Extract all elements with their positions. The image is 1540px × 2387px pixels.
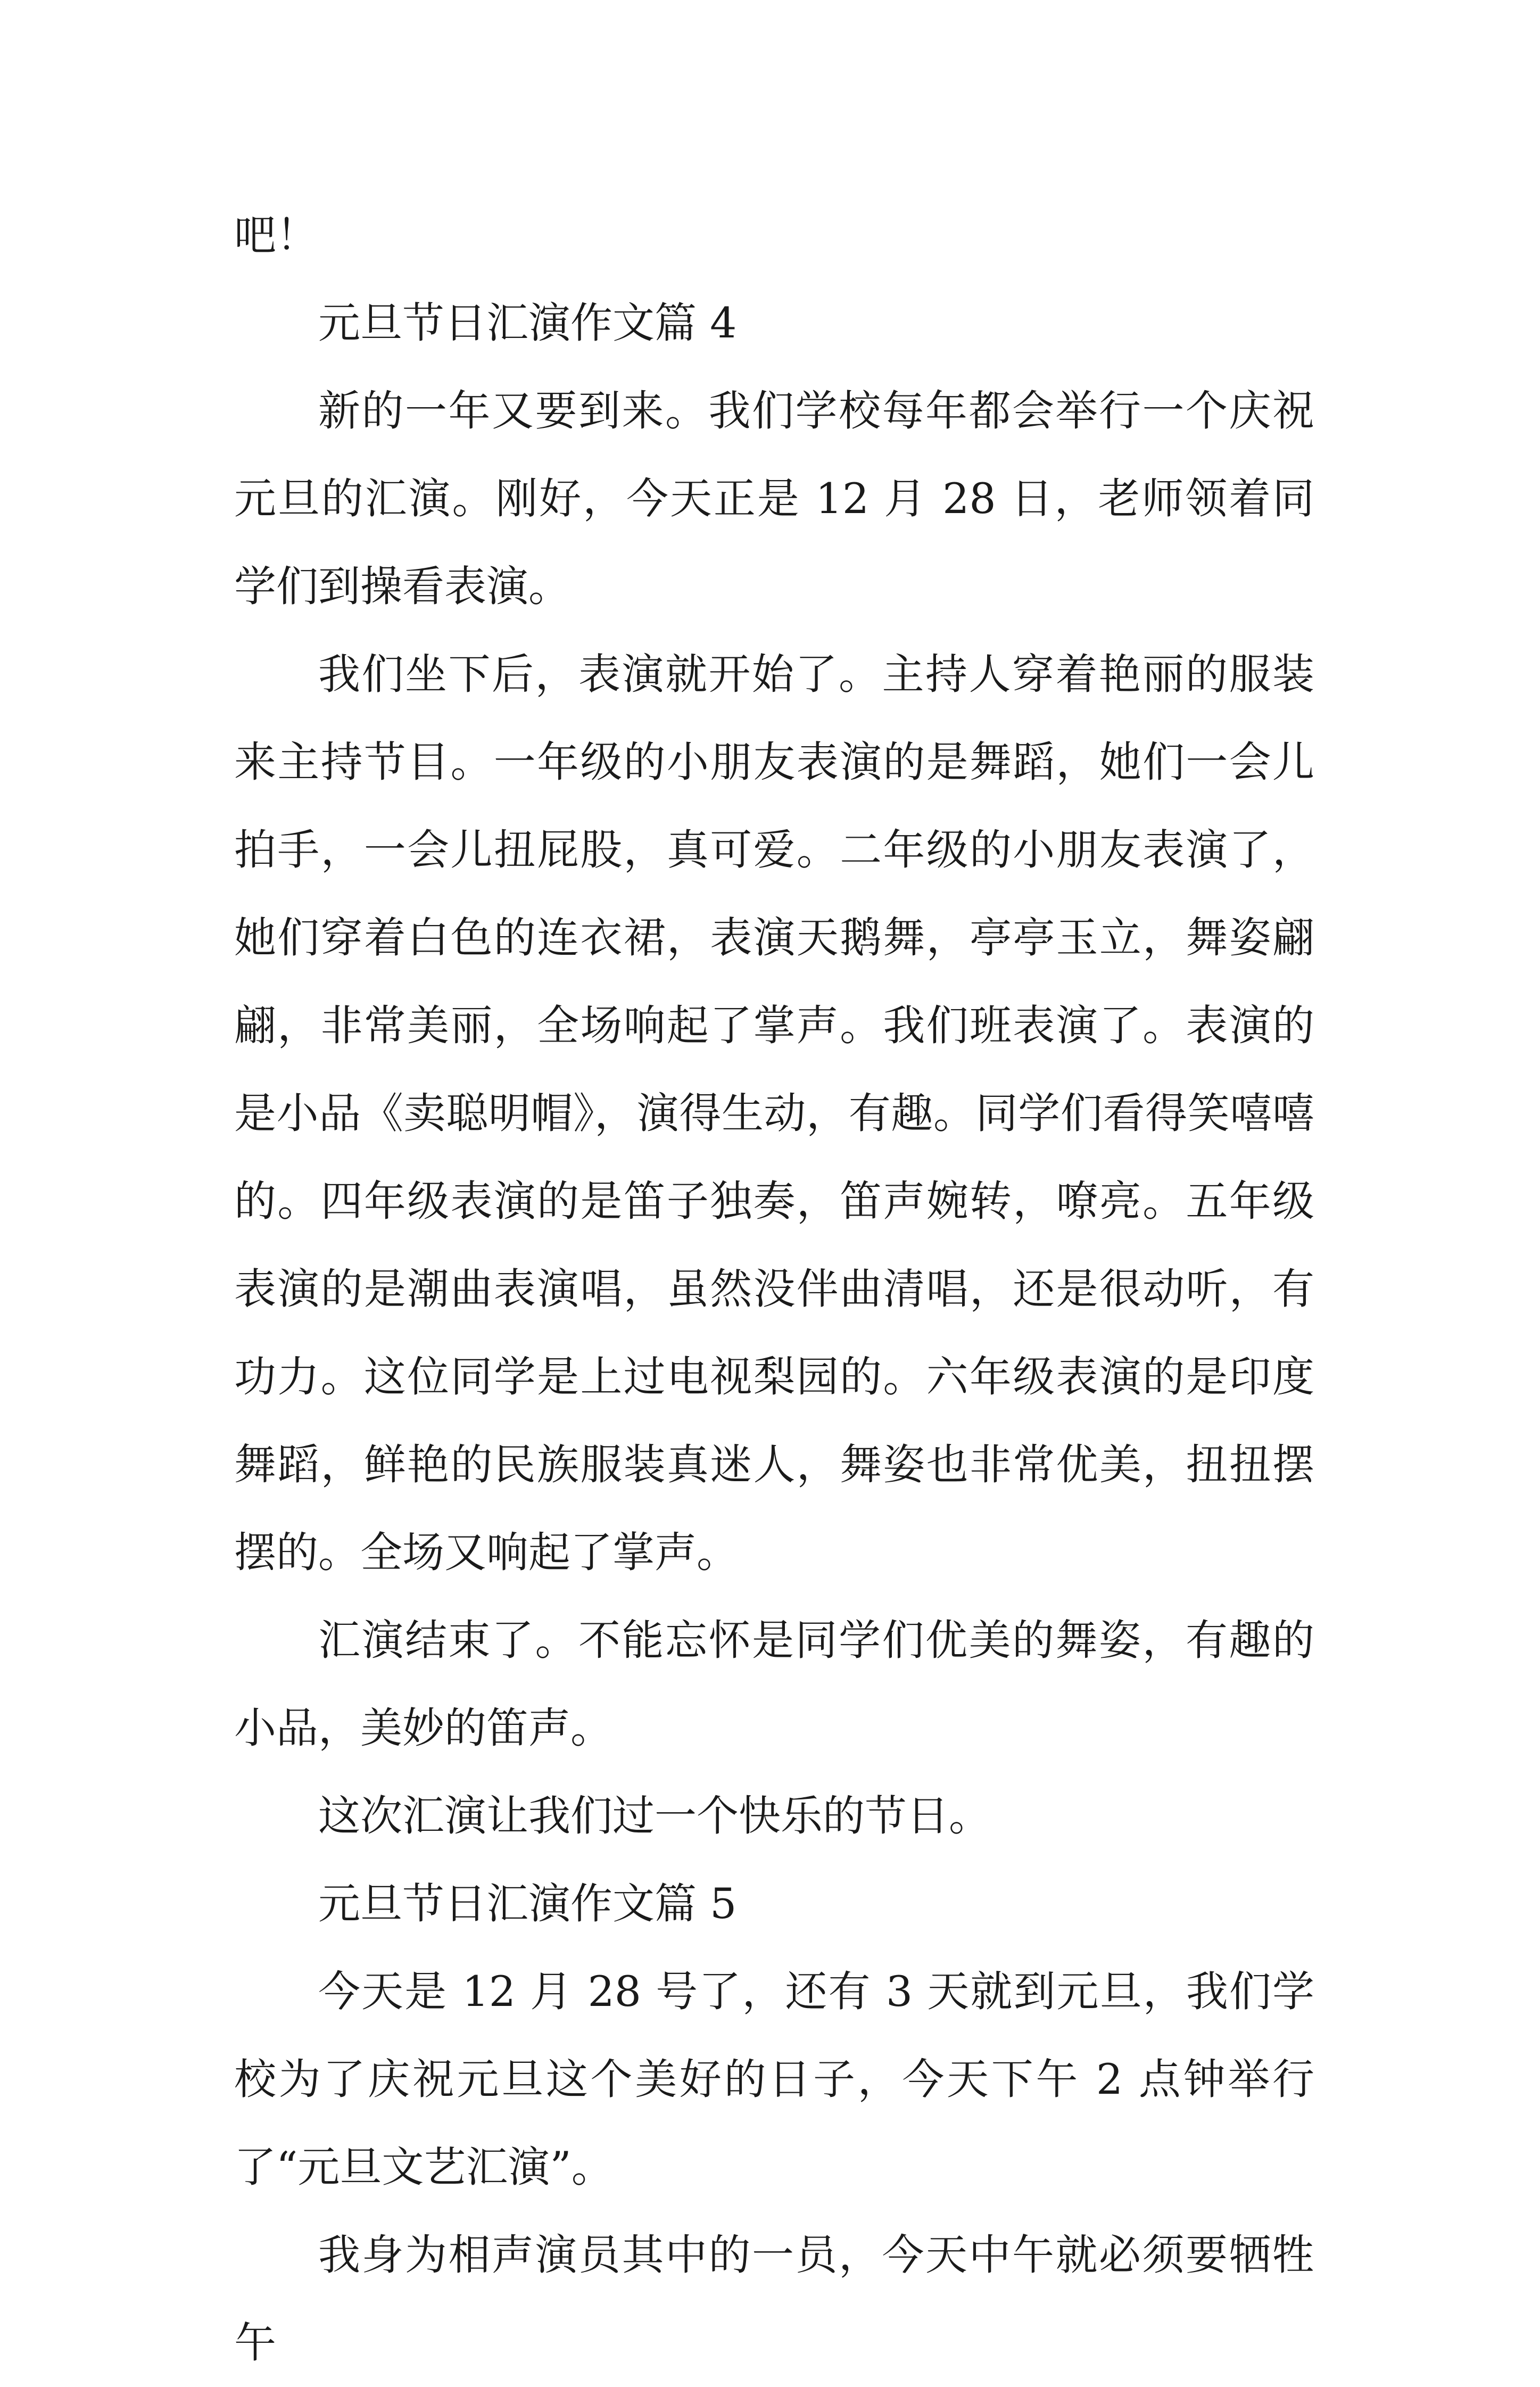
section-heading-4: 元旦节日汇演作文篇 4 <box>318 299 737 348</box>
body-paragraph: 这次汇演让我们过一个快乐的节日。 <box>318 1791 991 1840</box>
section-heading-5: 元旦节日汇演作文篇 5 <box>318 1879 737 1928</box>
body-paragraph: 新的一年又要到来。我们学校每年都会举行一个庆祝元旦的汇演。刚好，今天正是 12 月 28 日，老师领着同学们到操看表演。 <box>234 386 1314 611</box>
body-paragraph: 汇演结束了。不能忘怀是同学们优美的舞姿，有趣的小品，美妙的笛声。 <box>234 1616 1314 1753</box>
body-paragraph: 我身为相声演员其中的一员，今天中午就必须要牺牲午 <box>234 2231 1314 2367</box>
continuation-paragraph: 吧！ <box>234 211 318 260</box>
body-paragraph: 今天是 12 月 28 号了，还有 3 天就到元旦，我们学校为了庆祝元旦这个美好的日子，今天下午 2 点钟举行了“元旦文艺汇演”。 <box>234 1967 1314 2192</box>
document-body <box>234 192 1314 2387</box>
body-paragraph: 我们坐下后，表演就开始了。主持人穿着艳丽的服装来主持节目。一年级的小朋友表演的是舞蹈，她们一会儿拍手，一会儿扭屁股，真可爱。二年级的小朋友表演了，她们穿着白色的连衣裙，表演天鹅舞，亭亭玉立，舞姿翩翩，非常美丽，全场响起了掌声。我们班表演了。表演的是小品《卖聪明帽》，演得生动，有趣。同学们看得笑嘻嘻的。四年级表演的是笛子独奏，笛声婉转，嘹亮。五年级表演的是潮曲表演唱，虽然没伴曲清唱，还是很动听，有功力。这位同学是上过电视梨园的。六年级表演的是印度舞蹈，鲜艳的民族服装真迷人，舞姿也非常优美，扭扭摆摆的。全场又响起了掌声。 <box>234 650 1314 1577</box>
